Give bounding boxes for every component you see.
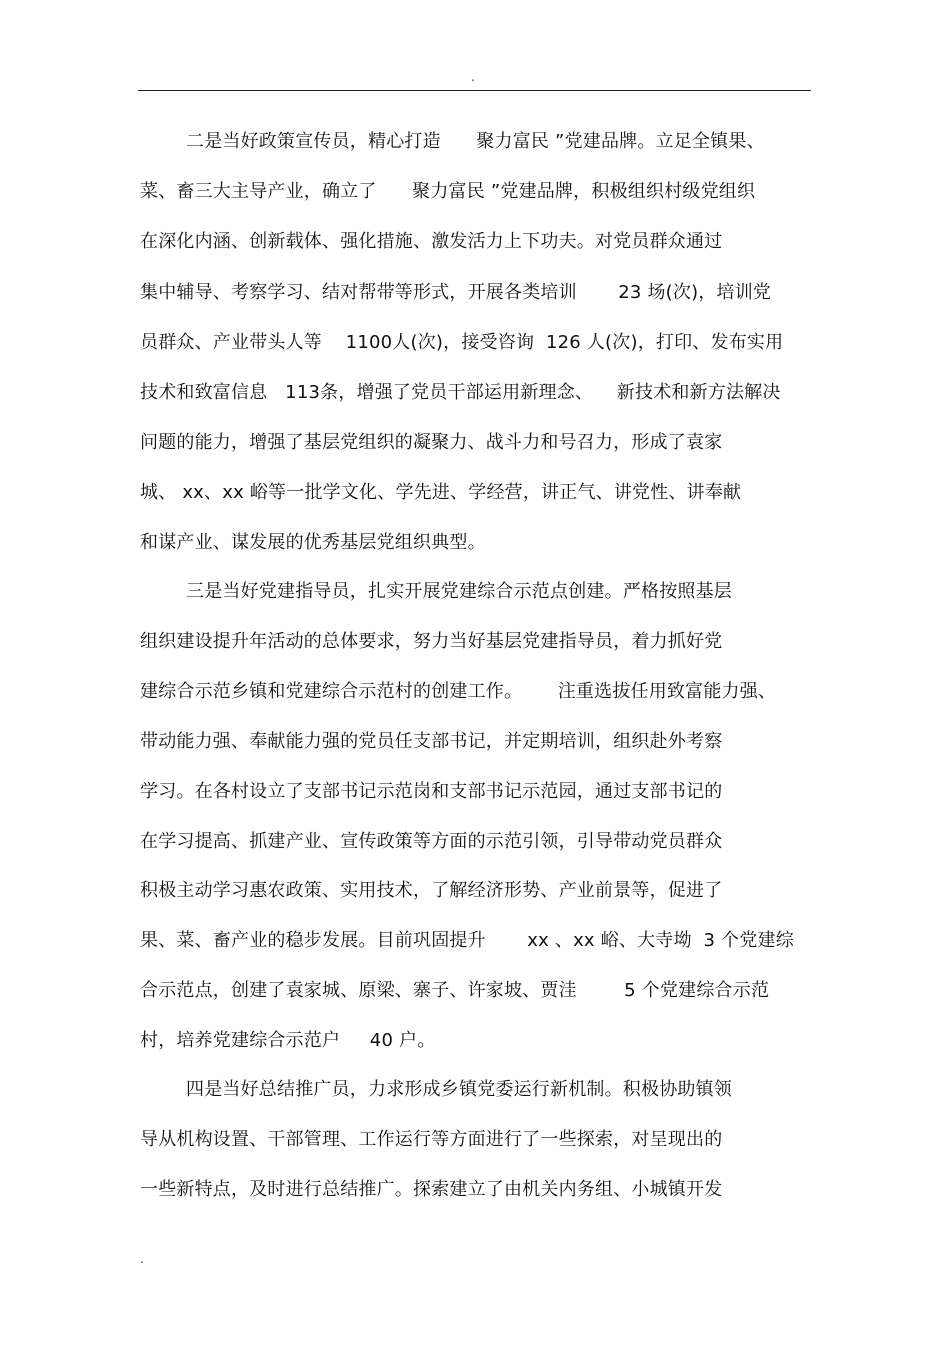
- text-line: 员群众、产业带头人等 1100人(次)，接受咨询 126 人(次)，打印、发布实用: [140, 332, 784, 353]
- text-line: 菜、畜三大主导产业，确立了 聚力富民 ”党建品牌，积极组织村级党组织: [140, 181, 756, 202]
- text-line: 城、 xx、xx 峪等一批学文化、学先进、学经营，讲正气、讲党性、讲奉献: [140, 482, 742, 503]
- text-line: 集中辅导、考察学习、结对帮带等形式，开展各类培训 23 场(次)，培训党: [140, 282, 772, 303]
- text-line: 技术和致富信息 113条，增强了党员干部运用新理念、 新技术和新方法解决: [140, 382, 781, 403]
- text-line: 一些新特点，及时进行总结推广。探索建立了由机关内务组、小城镇开发: [140, 1179, 723, 1200]
- text-line: 在深化内涵、创新载体、强化措施、激发活力上下功夫。对党员群众通过: [140, 231, 723, 252]
- text-line: 学习。在各村设立了支部书记示范岗和支部书记示范园，通过支部书记的: [140, 781, 723, 802]
- text-line: 果、菜、畜产业的稳步发展。目前巩固提升 xx 、xx 峪、大寺坳 3 个党建综: [140, 930, 794, 951]
- text-line: 村，培养党建综合示范户 40 户。: [140, 1030, 436, 1051]
- text-line: 导从机构设置、干部管理、工作运行等方面进行了一些探索，对呈现出的: [140, 1129, 723, 1150]
- text-line: 合示范点，创建了袁家城、原梁、寨子、许家坡、贾洼 5 个党建综合示范: [140, 980, 770, 1001]
- page-footer-dot: .: [140, 1252, 144, 1266]
- text-line: 和谋产业、谋发展的优秀基层党组织典型。: [140, 532, 486, 553]
- text-line: 积极主动学习惠农政策、实用技术，了解经济形势、产业前景等，促进了: [140, 880, 723, 901]
- header-rule: [138, 90, 811, 91]
- text-line: 问题的能力，增强了基层党组织的凝聚力、战斗力和号召力，形成了袁家: [140, 432, 723, 453]
- text-line: 组织建设提升年活动的总体要求，努力当好基层党建指导员，着力抓好党: [140, 631, 723, 652]
- text-line: 带动能力强、奉献能力强的党员任支部书记，并定期培训，组织赴外考察: [140, 731, 723, 752]
- text-line: 在学习提高、抓建产业、宣传政策等方面的示范引领，引导带动党员群众: [140, 831, 723, 852]
- page-header-dot: .: [471, 70, 475, 84]
- text-line: 建综合示范乡镇和党建综合示范村的创建工作。 注重选拔任用致富能力强、: [140, 681, 777, 702]
- text-line: 二是当好政策宣传员，精心打造 聚力富民 ”党建品牌。立足全镇果、: [186, 131, 765, 152]
- text-line: 四是当好总结推广员，力求形成乡镇党委运行新机制。积极协助镇领: [186, 1079, 732, 1100]
- text-line: 三是当好党建指导员，扎实开展党建综合示范点创建。严格按照基层: [186, 581, 732, 602]
